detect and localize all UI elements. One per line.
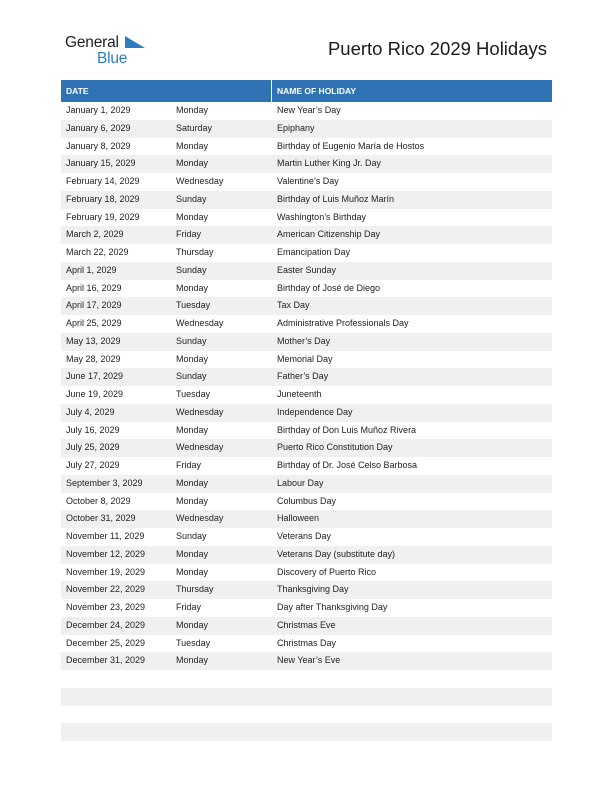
holiday-name: New Year’s Eve bbox=[277, 655, 341, 666]
brand-logo bbox=[65, 34, 155, 70]
holiday-date: June 19, 2029 bbox=[66, 389, 124, 399]
holiday-name: Birthday of Eugenio María de Hostos bbox=[277, 140, 425, 151]
table-row bbox=[61, 635, 552, 653]
header-date: DATE bbox=[66, 86, 89, 96]
table-row bbox=[61, 368, 552, 386]
table-row bbox=[61, 351, 552, 369]
holiday-weekday: Monday bbox=[176, 105, 209, 115]
holiday-date: November 11, 2029 bbox=[66, 531, 145, 541]
table-row bbox=[61, 173, 552, 191]
holiday-weekday: Wednesday bbox=[176, 442, 224, 453]
holiday-weekday: Monday bbox=[176, 566, 209, 577]
holiday-weekday: Wednesday bbox=[176, 406, 224, 417]
holiday-weekday: Monday bbox=[176, 548, 209, 559]
table-row bbox=[61, 386, 552, 404]
table-row bbox=[61, 457, 552, 475]
holiday-name: Washington’s Birthday bbox=[277, 211, 367, 222]
holiday-weekday: Wednesday bbox=[176, 176, 224, 186]
holiday-weekday: Friday bbox=[176, 602, 202, 612]
holiday-weekday: Tuesday bbox=[176, 300, 211, 311]
holiday-date: January 1, 2029 bbox=[66, 105, 131, 115]
table-row bbox=[61, 280, 552, 298]
holiday-date: July 4, 2029 bbox=[66, 406, 115, 417]
holiday-name: Father’s Day bbox=[277, 371, 329, 382]
holiday-date: November 12, 2029 bbox=[66, 548, 146, 559]
holiday-name: Birthday of Don Luis Muñoz Rivera bbox=[277, 424, 417, 435]
holiday-name: Halloween bbox=[277, 513, 320, 524]
table-row bbox=[61, 120, 552, 138]
holiday-name: Veterans Day bbox=[277, 531, 332, 541]
table-row bbox=[61, 546, 552, 564]
table-body bbox=[61, 102, 552, 670]
table-row bbox=[61, 102, 552, 120]
holiday-name: Christmas Eve bbox=[277, 619, 336, 630]
holiday-name: Martin Luther King Jr. Day bbox=[277, 158, 382, 169]
table-row bbox=[61, 564, 552, 582]
holiday-name: Tax Day bbox=[277, 300, 310, 311]
holiday-date: April 1, 2029 bbox=[66, 264, 117, 275]
holiday-date: April 16, 2029 bbox=[66, 282, 122, 293]
logo-word-blue: Blue bbox=[97, 50, 128, 67]
holiday-name: Juneteenth bbox=[277, 389, 322, 399]
holiday-date: July 27, 2029 bbox=[66, 460, 120, 470]
holiday-date: March 2, 2029 bbox=[66, 229, 124, 240]
holiday-weekday: Monday bbox=[176, 619, 209, 630]
holiday-date: October 31, 2029 bbox=[66, 513, 136, 524]
holiday-weekday: Tuesday bbox=[176, 637, 211, 648]
holiday-name: Day after Thanksgiving Day bbox=[277, 602, 388, 612]
holiday-weekday: Monday bbox=[176, 477, 209, 488]
holiday-name: Administrative Professionals Day bbox=[277, 318, 409, 328]
holiday-date: December 31, 2029 bbox=[66, 655, 146, 666]
holiday-name: American Citizenship Day bbox=[277, 229, 381, 240]
holiday-date: December 24, 2029 bbox=[66, 619, 146, 630]
holiday-name: Birthday of José de Diego bbox=[277, 282, 381, 293]
table-row bbox=[61, 191, 552, 209]
table-row bbox=[61, 333, 552, 351]
holiday-name: Birthday of Luis Muñoz Marín bbox=[277, 193, 395, 204]
table-row bbox=[61, 599, 552, 617]
holiday-date: May 13, 2029 bbox=[66, 335, 121, 346]
table-row bbox=[61, 138, 552, 156]
holiday-weekday: Monday bbox=[176, 655, 209, 666]
table-header bbox=[61, 80, 552, 102]
table-row bbox=[61, 209, 552, 227]
table-row bbox=[61, 404, 552, 422]
holiday-name: Epiphany bbox=[277, 122, 315, 133]
holiday-name: Labour Day bbox=[277, 477, 324, 488]
holiday-date: November 22, 2029 bbox=[66, 584, 146, 595]
holiday-date: February 14, 2029 bbox=[66, 176, 140, 186]
holiday-weekday: Wednesday bbox=[176, 318, 224, 328]
holiday-name: Mother’s Day bbox=[277, 335, 331, 346]
holiday-weekday: Sunday bbox=[176, 531, 207, 541]
holiday-date: April 17, 2029 bbox=[66, 300, 122, 311]
holiday-weekday: Monday bbox=[176, 140, 209, 151]
holiday-date: May 28, 2029 bbox=[66, 353, 121, 364]
table-row bbox=[61, 422, 552, 440]
empty-row bbox=[61, 723, 552, 741]
holiday-weekday: Tuesday bbox=[176, 389, 211, 399]
holiday-name: Columbus Day bbox=[277, 495, 337, 506]
table-row bbox=[61, 262, 552, 280]
table-row bbox=[61, 244, 552, 262]
logo-word-general: General bbox=[65, 34, 119, 51]
holiday-weekday: Monday bbox=[176, 424, 209, 435]
holiday-weekday: Monday bbox=[176, 282, 209, 293]
holiday-date: January 8, 2029 bbox=[66, 140, 131, 151]
header-divider bbox=[271, 80, 272, 102]
holiday-name: Veterans Day (substitute day) bbox=[277, 548, 396, 559]
empty-row bbox=[61, 688, 552, 706]
holiday-date: September 3, 2029 bbox=[66, 477, 143, 488]
holiday-name: New Year’s Day bbox=[277, 105, 341, 115]
holiday-weekday: Sunday bbox=[176, 371, 207, 382]
holiday-weekday: Sunday bbox=[176, 193, 207, 204]
holiday-name: Emancipation Day bbox=[277, 247, 351, 257]
holiday-date: July 25, 2029 bbox=[66, 442, 120, 453]
holiday-date: February 18, 2029 bbox=[66, 193, 140, 204]
holiday-name: Puerto Rico Constitution Day bbox=[277, 442, 393, 453]
holiday-name: Discovery of Puerto Rico bbox=[277, 566, 377, 577]
page-title: Puerto Rico 2029 Holidays bbox=[327, 38, 547, 59]
table-row bbox=[61, 581, 552, 599]
holiday-date: April 25, 2029 bbox=[66, 318, 122, 328]
holiday-name: Easter Sunday bbox=[277, 264, 337, 275]
table-row bbox=[61, 617, 552, 635]
holiday-date: November 23, 2029 bbox=[66, 602, 146, 612]
holiday-name: Independence Day bbox=[277, 406, 353, 417]
holiday-date: December 25, 2029 bbox=[66, 637, 146, 648]
table-row bbox=[61, 493, 552, 511]
holiday-weekday: Monday bbox=[176, 158, 209, 169]
holiday-weekday: Friday bbox=[176, 460, 202, 470]
holiday-name: Christmas Day bbox=[277, 637, 337, 648]
table-row bbox=[61, 226, 552, 244]
holiday-weekday: Monday bbox=[176, 211, 209, 222]
holiday-name: Thanksgiving Day bbox=[277, 584, 349, 595]
holiday-weekday: Monday bbox=[176, 495, 209, 506]
holiday-date: March 22, 2029 bbox=[66, 247, 129, 257]
table-row bbox=[61, 439, 552, 457]
table-row bbox=[61, 528, 552, 546]
table-row bbox=[61, 510, 552, 528]
logo-triangle-icon bbox=[125, 36, 147, 50]
holiday-date: July 16, 2029 bbox=[66, 424, 120, 435]
holiday-table bbox=[61, 80, 552, 741]
holiday-weekday: Friday bbox=[176, 229, 202, 240]
holiday-date: February 19, 2029 bbox=[66, 211, 140, 222]
table-row bbox=[61, 155, 552, 173]
table-row bbox=[61, 475, 552, 493]
table-row bbox=[61, 315, 552, 333]
empty-row bbox=[61, 670, 552, 688]
holiday-name: Memorial Day bbox=[277, 353, 333, 364]
holiday-weekday: Monday bbox=[176, 353, 209, 364]
holiday-weekday: Thursday bbox=[176, 584, 214, 595]
holiday-weekday: Saturday bbox=[176, 122, 213, 133]
empty-row bbox=[61, 706, 552, 724]
holiday-name: Valentine’s Day bbox=[277, 176, 339, 186]
holiday-date: January 15, 2029 bbox=[66, 158, 136, 169]
holiday-date: October 8, 2029 bbox=[66, 495, 131, 506]
holiday-name: Birthday of Dr. José Celso Barbosa bbox=[277, 460, 418, 470]
table-row bbox=[61, 297, 552, 315]
holiday-weekday: Thursday bbox=[176, 247, 214, 257]
holiday-weekday: Wednesday bbox=[176, 513, 224, 524]
table-row bbox=[61, 652, 552, 670]
holiday-weekday: Sunday bbox=[176, 335, 207, 346]
holiday-date: June 17, 2029 bbox=[66, 371, 124, 382]
holiday-date: November 19, 2029 bbox=[66, 566, 146, 577]
header-holiday-name: NAME OF HOLIDAY bbox=[277, 86, 357, 96]
holiday-date: January 6, 2029 bbox=[66, 122, 131, 133]
holiday-weekday: Sunday bbox=[176, 264, 207, 275]
